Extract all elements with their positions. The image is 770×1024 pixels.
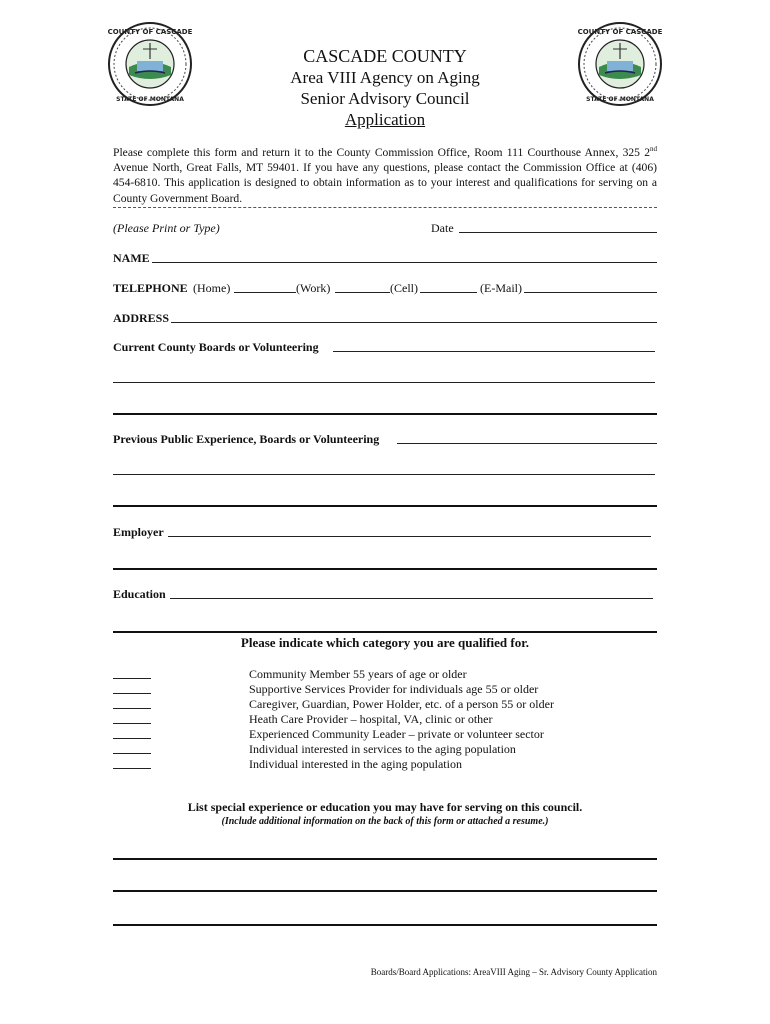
name-row <box>113 251 657 265</box>
instructions-paragraph <box>113 145 657 206</box>
current-boards-row <box>113 340 657 354</box>
education-field[interactable] <box>170 587 653 599</box>
category-item: Community Member 55 years of age or older <box>249 667 467 681</box>
special-experience-line[interactable] <box>113 924 657 926</box>
special-experience-block <box>0 800 770 827</box>
instructions-superscript: nd <box>650 145 657 154</box>
current-boards-line-2[interactable] <box>113 382 655 383</box>
category-list <box>249 667 554 772</box>
svg-text:STATE OF MONTANA: STATE OF MONTANA <box>116 96 184 103</box>
svg-text:COUNTY OF CASCADE: COUNTY OF CASCADE <box>107 28 193 36</box>
special-experience-line[interactable] <box>113 890 657 892</box>
current-boards-field[interactable] <box>333 340 655 352</box>
section-divider <box>113 568 657 570</box>
instructions-part-2: Avenue North, Great Falls, MT 59401. If you have any questions, please contact the Commission Office at (406) 454-6810. This application is designed to obtain information as to your interest and qualifications for serving on a County Government Board. <box>113 161 657 205</box>
address-field[interactable] <box>171 311 657 323</box>
svg-text:COUNTY OF CASCADE: COUNTY OF CASCADE <box>577 28 663 36</box>
category-item: Experienced Community Leader – private or volunteer sector <box>249 727 544 741</box>
employer-row <box>113 525 657 539</box>
employer-field[interactable] <box>168 525 651 537</box>
telephone-row <box>113 281 657 295</box>
name-field[interactable] <box>152 251 657 263</box>
section-divider <box>113 505 657 507</box>
dashed-separator <box>113 207 657 216</box>
previous-experience-line-2[interactable] <box>113 474 655 475</box>
section-divider <box>113 631 657 633</box>
category-item: Individual interested in the aging population <box>249 757 462 771</box>
current-boards-label: Current County Boards or Volunteering <box>113 340 319 354</box>
home-label: (Home) <box>193 281 231 295</box>
agency-title: Area VIII Agency on Aging <box>290 68 480 87</box>
previous-experience-row <box>113 432 657 446</box>
address-label: ADDRESS <box>113 311 170 325</box>
cell-phone-field[interactable] <box>420 281 477 293</box>
instructions-part-1: Please complete this form and return it to the County Commission Office, Room 111 Courthouse Annex, 325 2 <box>113 146 650 159</box>
category-item: Individual interested in services to the aging population <box>249 742 516 756</box>
section-divider <box>113 413 657 415</box>
category-heading: Please indicate which category you are qualified for. <box>240 635 530 650</box>
telephone-label: TELEPHONE <box>113 281 188 295</box>
special-experience-note: (Include additional information on the back of this form or attached a resume.) <box>221 816 549 827</box>
employer-label: Employer <box>113 525 164 539</box>
home-phone-field[interactable] <box>234 281 296 293</box>
council-title: Senior Advisory Council <box>300 89 470 108</box>
previous-experience-field[interactable] <box>397 432 657 444</box>
email-label: (E-Mail) <box>480 281 522 295</box>
education-row <box>113 587 657 601</box>
work-label: (Work) <box>296 281 331 295</box>
date-field[interactable] <box>459 221 657 233</box>
footer-text: Boards/Board Applications: AreaVIII Aging – Sr. Advisory County Application <box>370 967 657 977</box>
date-label: Date <box>431 221 454 235</box>
cell-label: (Cell) <box>390 281 418 295</box>
svg-text:STATE OF MONTANA: STATE OF MONTANA <box>586 96 654 103</box>
document-type-title: Application <box>344 110 426 129</box>
previous-experience-label: Previous Public Experience, Boards or Volunteering <box>113 432 380 446</box>
name-label: NAME <box>113 251 150 265</box>
email-field[interactable] <box>524 281 657 293</box>
category-item: Heath Care Provider – hospital, VA, clinic or other <box>249 712 493 726</box>
county-title: CASCADE COUNTY <box>303 46 467 66</box>
category-item: Supportive Services Provider for individuals age 55 or older <box>249 682 539 696</box>
special-experience-line[interactable] <box>113 858 657 860</box>
address-row <box>113 311 657 325</box>
special-experience-heading: List special experience or education you may have for serving on this council. <box>187 800 583 814</box>
category-item: Caregiver, Guardian, Power Holder, etc. of a person 55 or older <box>249 697 554 711</box>
print-note: (Please Print or Type) <box>113 221 220 235</box>
print-date-row <box>113 221 657 235</box>
education-label: Education <box>113 587 166 601</box>
work-phone-field[interactable] <box>335 281 390 293</box>
title-block <box>0 46 770 130</box>
